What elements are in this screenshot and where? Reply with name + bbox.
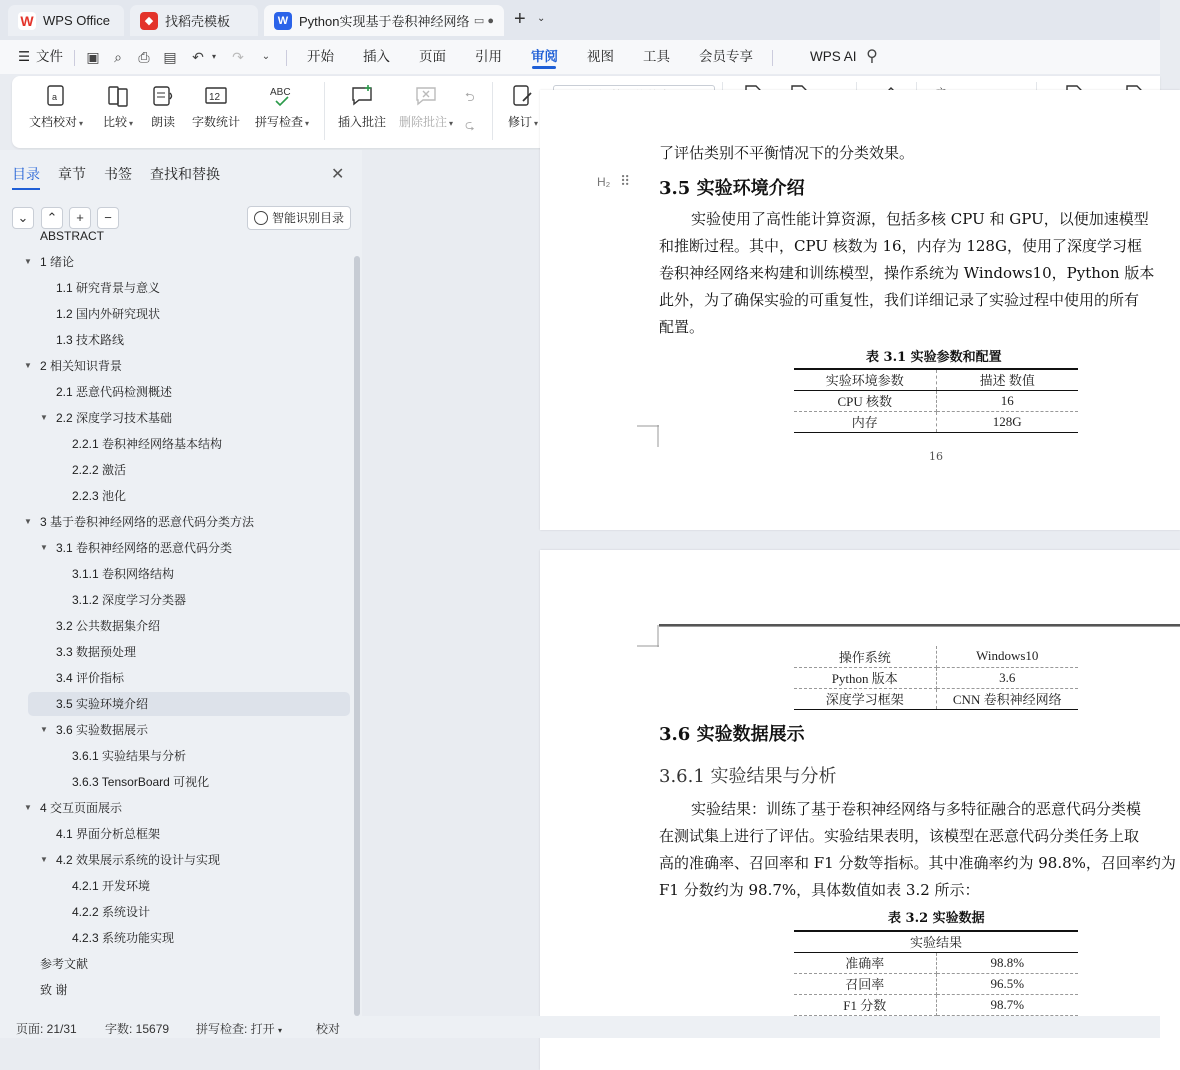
expand-triangle-icon[interactable]: ▼ [24,257,32,266]
paragraph-line: 卷积神经网络来构建和训练模型，操作系统为 Windows10，Python 版本 [659,264,1155,282]
file-menu[interactable]: 文件 [36,49,63,64]
table-cell: 98.7% [936,994,1078,1015]
toc-item[interactable] [0,484,352,508]
tab-document[interactable] [264,5,504,36]
tab-label: WPS Office [43,13,110,28]
heading-3-6: 3.6 实验数据展示 [659,724,805,745]
document-page [540,550,1180,1070]
comment-delete-icon [414,84,438,108]
table-cell: F1 分数 [794,994,936,1015]
word-count-button[interactable] [188,84,244,130]
toc-item-label: 2.1 恶意代码检测概述 [56,385,173,399]
track-changes-label: 修订 [507,115,532,129]
toc-item[interactable] [0,276,352,300]
read-aloud-button[interactable] [146,84,180,130]
tab-label: 找稻壳模板 [165,14,231,29]
title-tab-bar [0,0,1160,40]
document-check-icon [44,84,68,108]
new-tab-plus-icon[interactable]: + [514,8,526,30]
active-tab-indicator [12,188,40,190]
chevron-down-icon: ▾ [278,1026,283,1035]
toc-item[interactable] [0,458,352,482]
menu-bar [0,40,1160,74]
table-cell: 98.8% [936,952,1078,973]
toc-item[interactable] [0,354,352,378]
document-canvas [362,144,1176,1016]
menu-tab-view[interactable]: 视图 [587,49,614,64]
paragraph-fragment: 了评估类别不平衡情况下的分类效果。 [659,144,915,162]
svg-text:12: 12 [209,92,221,103]
toc-item-label: 3.6.3 TensorBoard 可视化 [72,775,210,789]
toc-item[interactable] [0,666,352,690]
expand-triangle-icon[interactable]: ▼ [40,725,48,734]
nav-tab-bookmarks[interactable]: 书签 [104,166,132,182]
search-icon[interactable]: ⚲ [866,48,878,65]
insert-comment-label: 插入批注 [337,115,386,129]
table-header-row [794,931,1078,952]
toc-item-label: 3.1.2 深度学习分类器 [72,593,187,607]
comment-add-icon [350,84,374,108]
svg-text:a: a [52,92,58,102]
toc-item-label: 2.2.1 卷积神经网络基本结构 [72,437,223,451]
table-cell: 16 [936,390,1078,411]
next-comment-icon[interactable]: ⮎ [465,118,475,132]
paragraph-line: 此外，为了确保实验的可重复性，我们详细记录了实验过程中使用的所有 [659,291,1140,309]
table-cell: CNN 卷积神经网络 [936,688,1078,709]
page-corner-mark [637,625,659,647]
track-changes-icon [511,84,535,108]
chevron-down-icon: ▾ [449,119,454,128]
spell-check-icon [270,84,294,108]
toc-item-label: ABSTRACT [40,229,105,243]
table-caption: 表 3.2 实验数据 [888,911,985,926]
chevron-down-icon: ▾ [79,119,84,128]
toc-item-label: 3 基于卷积神经网络的恶意代码分类方法 [40,515,255,529]
delete-comment-label: 删除批注 [398,115,447,129]
toc-item-label: 1.2 国内外研究现状 [56,307,161,321]
toc-item[interactable] [0,432,352,456]
heading-level-marker[interactable]: H₂ [597,175,611,189]
table-row [794,688,1078,709]
toc-item-label: 3.6.1 实验结果与分析 [72,749,187,763]
toc-item[interactable] [0,224,352,248]
table-cell: Python 版本 [794,667,936,688]
paragraph-line: 高的准确率、召回率和 F1 分数等指标。其中准确率约为 98.8%，召回率约为 [659,854,1176,872]
results-table [794,930,1078,1016]
table-row [794,646,1078,667]
divider [324,82,325,140]
docer-logo-icon: ◆ [140,12,158,30]
divider [492,82,493,140]
toc-item[interactable] [0,510,352,534]
toc-item-label: 3.1.1 卷积网络结构 [72,567,175,581]
collapse-all-button[interactable]: ⌄ [12,207,34,229]
toc-item[interactable] [0,328,352,352]
menu-tab-review[interactable]: 审阅 [531,49,558,64]
insert-comment-button[interactable] [334,84,390,130]
table-row [794,973,1078,994]
table-row [794,667,1078,688]
print-icon[interactable]: ⎙ [138,49,150,65]
smart-toc-label: 智能识别目录 [272,211,345,225]
data-table [794,368,1078,433]
table-header-cell: 实验结果 [794,931,1078,952]
toc-item[interactable] [0,302,352,326]
toc-item[interactable] [0,640,352,664]
expand-triangle-icon[interactable]: ▼ [40,413,48,422]
table-cell: CPU 核数 [794,390,936,411]
toc-item[interactable] [0,250,352,274]
chevron-down-icon[interactable]: ⌄ [261,51,271,62]
track-changes-button[interactable] [502,84,544,130]
add-heading-button[interactable]: + [69,207,91,229]
print-preview-icon[interactable]: ▤ [163,49,177,65]
toc-item[interactable] [0,848,352,872]
table-header-cell: 描述 数值 [936,369,1078,390]
spell-check-button[interactable] [250,84,314,130]
toc-item-label: 2.2.3 池化 [72,489,127,503]
toc-item-label: 2.2.2 激活 [72,463,127,477]
toc-item-label: 4.2.2 系统设计 [72,905,151,919]
save-icon[interactable]: ▣ [86,49,100,65]
toc-list [0,229,352,1016]
toc-item-label: 4.2.1 开发环境 [72,879,151,893]
menu-tab-home[interactable]: 开始 [307,49,334,64]
toc-item-label: 致 谢 [40,983,68,997]
compare-button[interactable] [96,84,140,130]
paragraph-line: F1 分数约为 98.7%，具体数值如表 3.2 所示： [659,881,980,899]
page-corner-mark [637,425,659,447]
toc-item[interactable] [0,614,352,638]
table-cell: Windows10 [936,646,1078,667]
toc-item-label: 3.1 卷积神经网络的恶意代码分类 [56,541,233,555]
read-aloud-label: 朗读 [150,115,175,129]
chevron-down-icon: ▾ [305,119,310,128]
delete-comment-button[interactable] [396,84,456,130]
heading-3-5: 3.5 实验环境介绍 [659,178,805,199]
chevron-down-icon: ▾ [534,119,539,128]
word-count-indicator[interactable]: 字数: 15679 [105,1022,170,1036]
divider [772,50,773,66]
toc-item-label: 1.3 技术路线 [56,333,125,347]
tab-label: Python实现基于卷积神经网络 [299,14,470,29]
tab-wps-office[interactable] [8,5,124,36]
paragraph-line: 和推断过程。其中，CPU 核数为 16，内存为 128G，使用了深度学习框 [659,237,1142,255]
paragraph-line: 在测试集上进行了评估。实验结果表明，该模型在恶意代码分类任务上取 [659,827,1140,845]
expand-triangle-icon[interactable]: ▼ [24,361,32,370]
hamburger-menu-icon[interactable]: ☰ [18,49,31,64]
toc-item[interactable] [0,874,352,898]
proof-button[interactable]: 校对 [316,1022,341,1036]
spell-check-status: 拼写检查: 打开 [196,1022,275,1036]
toc-item-label: 4.1 界面分析总框架 [56,827,161,841]
expand-triangle-icon[interactable]: ▼ [40,855,48,864]
data-table-continued [794,646,1078,710]
toc-item-label: 3.4 评价指标 [56,671,125,685]
toc-item[interactable] [0,770,352,794]
toc-item-label: 3.6 实验数据展示 [56,723,149,737]
toc-item[interactable] [0,744,352,768]
expand-triangle-icon[interactable]: ▼ [40,543,48,552]
remove-heading-button[interactable]: − [97,207,119,229]
redo-icon[interactable]: ↷ [232,49,244,65]
previous-comment-icon[interactable]: ⮌ [465,90,475,104]
paragraph-line: 实验结果：训练了基于卷积神经网络与多特征融合的恶意代码分类模 [691,800,1142,818]
heading-3-6-1: 3.6.1 实验结果与分析 [659,766,837,787]
word-count-icon [204,84,228,108]
page-number: 16 [929,450,943,463]
spell-check-toggle[interactable] [196,1020,282,1037]
compare-icon [106,84,130,108]
active-tab-indicator [532,66,556,69]
nav-tab-sections[interactable]: 章节 [58,166,86,182]
tab-template-store[interactable] [130,5,258,36]
menu-tab-references[interactable]: 引用 [475,49,502,64]
toc-item-label: 2.2 深度学习技术基础 [56,411,173,425]
status-bar [0,1016,1160,1038]
tab-close-icon[interactable]: ▭ ● [473,15,494,27]
toc-item[interactable] [0,900,352,924]
page-indicator[interactable]: 页面: 21/31 [16,1022,77,1036]
close-icon[interactable]: ✕ [331,166,345,183]
table-cell: 召回率 [794,973,936,994]
compare-label: 比较 [102,115,127,129]
divider [74,50,75,66]
toc-item[interactable] [0,718,352,742]
toc-item-label: 3.2 公共数据集介绍 [56,619,161,633]
menu-tab-member[interactable]: 会员专享 [699,49,753,64]
expand-triangle-icon[interactable]: ▼ [24,803,32,812]
toc-item-label: 1 绪论 [40,255,75,269]
toc-item[interactable] [0,978,352,1002]
table-cell: 深度学习框架 [794,688,936,709]
table-row [794,952,1078,973]
expand-up-button[interactable]: ⌃ [41,207,63,229]
table-caption: 表 3.1 实验参数和配置 [866,350,1002,365]
toc-item-label: 3.3 数据预处理 [56,645,137,659]
menu-tab-page[interactable]: 页面 [419,49,446,64]
toc-item[interactable] [0,588,352,612]
spell-check-label: 拼写检查 [254,115,303,129]
chevron-down-icon: ▾ [129,119,134,128]
toc-item-label: 1.1 研究背景与意义 [56,281,161,295]
drag-handle-icon[interactable]: ⠿ [620,174,631,190]
table-cell: 内存 [794,411,936,432]
document-page [540,90,1180,530]
divider [286,50,287,66]
toc-item-label: 3.5 实验环境介绍 [56,697,149,711]
undo-icon[interactable]: ↶ [192,49,204,65]
word-count-label: 字数统计 [191,115,240,129]
nav-tab-find-replace[interactable]: 查找和替换 [150,166,220,182]
toc-item[interactable] [0,536,352,560]
table-cell: 操作系统 [794,646,936,667]
writer-logo-icon: W [274,12,292,30]
wps-logo-icon: W [18,12,36,30]
proofread-button[interactable] [26,84,86,130]
proofread-label: 文档校对 [28,115,77,129]
menu-tab-tools[interactable]: 工具 [643,49,670,64]
table-cell: 准确率 [794,952,936,973]
share-icon[interactable]: ⌕ [114,49,122,65]
toc-item-label: 4.2 效果展示系统的设计与实现 [56,853,221,867]
table-row [794,411,1078,432]
chevron-down-icon[interactable]: ⌄ [537,13,546,24]
menu-tab-insert[interactable]: 插入 [363,49,390,64]
table-header-cell: 实验环境参数 [794,369,936,390]
toc-item-label: 参考文献 [40,957,89,971]
chevron-down-icon[interactable]: ▾ [211,52,216,61]
expand-triangle-icon[interactable]: ▼ [24,517,32,526]
table-header-row [794,369,1078,390]
toc-item[interactable] [0,562,352,586]
toc-item-label: 4.2.3 系统功能实现 [72,931,175,945]
table-cell: 128G [936,411,1078,432]
toc-item[interactable] [0,796,352,820]
table-row [794,994,1078,1015]
toc-item[interactable] [0,926,352,950]
toc-item[interactable] [0,822,352,846]
toc-item[interactable] [0,380,352,404]
wps-ai-button[interactable]: WPS AI [810,49,857,64]
table-cell: 3.6 [936,667,1078,688]
read-aloud-icon [151,84,175,108]
scrollbar[interactable] [354,256,360,1016]
table-row [794,390,1078,411]
svg-text:ABC: ABC [270,87,291,98]
table-cell: 96.5% [936,973,1078,994]
nav-tab-toc[interactable]: 目录 [12,166,40,182]
smart-recognize-icon [254,211,268,225]
toc-item[interactable] [28,692,350,716]
paragraph-line: 配置。 [659,318,705,336]
toc-item-label: 2 相关知识背景 [40,359,123,373]
toc-item-label: 4 交互页面展示 [40,801,123,815]
table-continuation-line [659,624,1180,627]
toc-item[interactable] [0,406,352,430]
paragraph-line: 实验使用了高性能计算资源，包括多核 CPU 和 GPU，以便加速模型 [691,210,1149,228]
toc-item[interactable] [0,952,352,976]
navigation-pane [0,150,362,1016]
